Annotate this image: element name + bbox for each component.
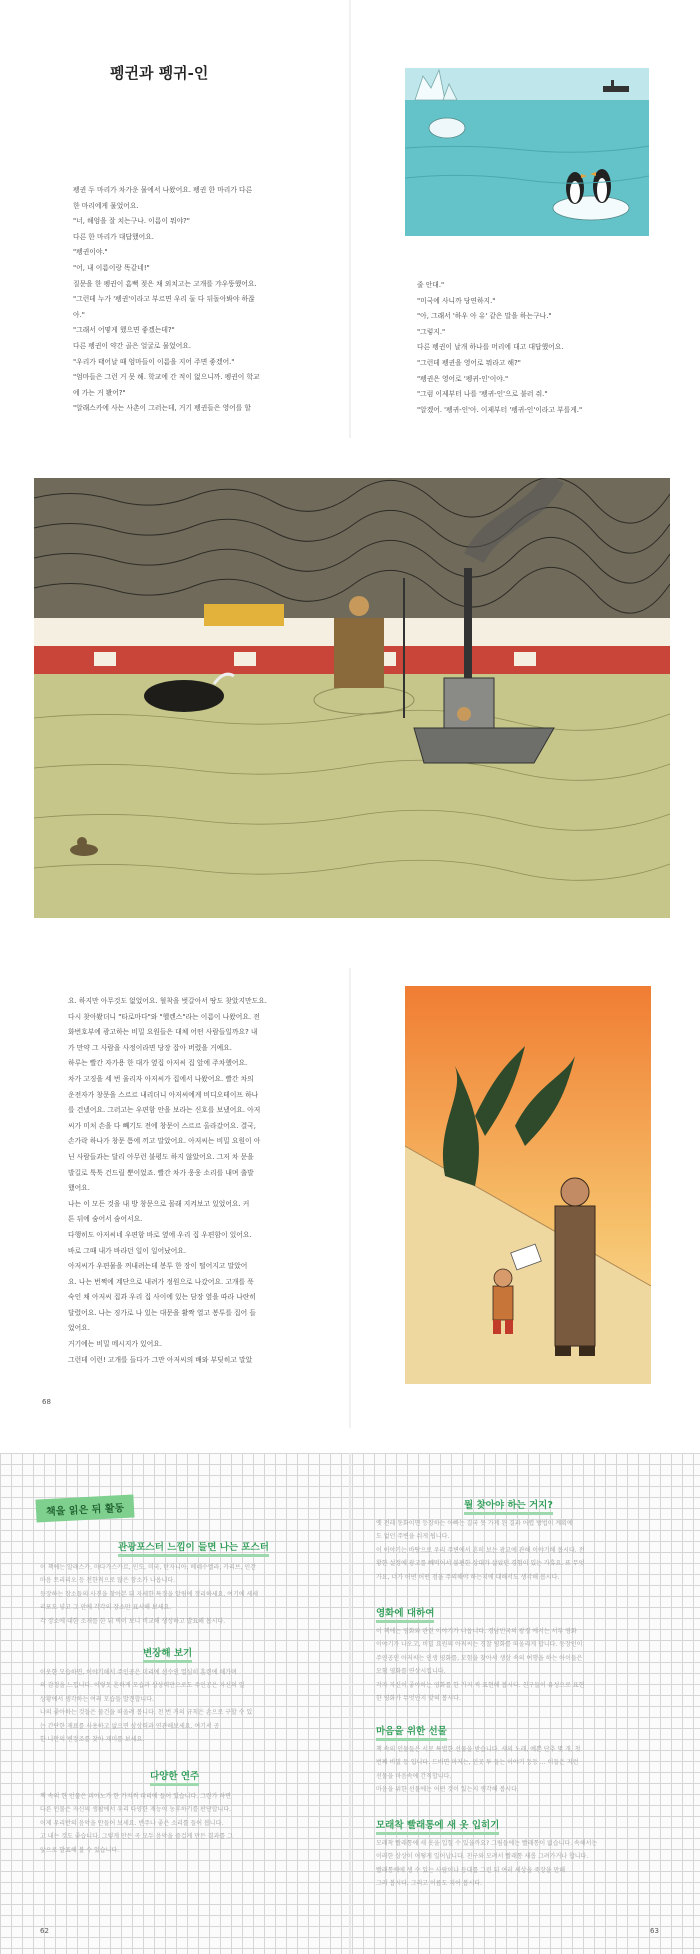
activity-heading [143,1645,192,1663]
spread-penguin [0,0,700,438]
activity-text: 이 책에는 영화와 관련 이야기가 나옵니다. 경남민국의 광경 에서는 서부 영화 이야기가 나오고, 비밀 요원의 아저씨는 경찰 영화를 떠올리게 합니다. 등장인이 주인공인 아저씨는 인생 영화를, 모험을 찾아서 생상 속의 여행을 하는 아이들은 모험 영화를 연상시킵니다. 각자 자신이 좋아하는 영화를 한 가지 씩 표현해 봅시다. 친구들이 유성으로 표현 한 영화가 무엇인지 맞혀 봅시다. [376,1628,585,1703]
spread-neighbor [0,968,700,1428]
story-text-right: 줄 안대." "미국에 사니까 당연하지." "아, 그래서 '하우 아 유' 같은 말을 하는구나." "그렇지." 다른 펭귄이 날개 하나를 머리에 대고 대답했어요. "그런데 펭귄을 영어로 뭐라고 해?" "펭귄은 영어로 '펭귀-인'이야." "그럼 이제부터 나를 '펭귀-인'으로 불러 줘." "알겠어. '펭귀-인'아. 이제부터 '펭귀-인'이라고 부를게." [417,281,583,414]
page-gutter [349,0,351,438]
page-number-left: 62 [40,1927,49,1935]
activity-heading-text: 뭘 찾아야 하는 거지? [464,1500,553,1511]
activity-heading [376,1723,447,1741]
activity-text: 이웃한 모습하면, 이야기해서 주인공은 미리에 선수인 열심히 훈련에 해가며 의 감정을 느낍니다. 이렇듯 흔하게 모습과 상상력만으로도 주인공은 자신의 일 상황에서 생각하는 여러 모습들 발견합니다. 나의 좋아하는 것들은 물건을 떠올려 봅니다. 천 번 거의 규칙은 손으로 구할 수 있 는 간단한 재료를 사용하고 없으면 상상력과 연관해보세요. 여기서 공 한 나만의 변장조를 찾아 재미를 보세요. [40,1669,253,1744]
activity-tag: 책을 읽은 뒤 활동 [35,1494,134,1522]
activity-heading-text: 다양한 연주 [150,1771,200,1782]
activity-heading-text: 변장해 보기 [143,1648,193,1659]
activity-text: 책 속의 인물들은 서로 특별한 선물을 받습니다. 새의 노래, 예쁜 단추 몇 개, 첫 번째 비밀 등 입니다. 드비면 마저는, 인곳 투 들는 이야기 등등 ... 이들은 저런 선물을 마음속에 간직합니다. 마음을 위한 선물에는 어떤 것이 있는지 생각해 봅시다. [376,1746,581,1794]
activity-text: 책 속의 한 인물은 피아노가 한 가지씩 피리에 들어 있습니다. 그런가 하면 다른 인물은 자신의 생활에서 우리 다양한 재능이 농후하기를 판단합니다. 이제 우리반의 음악을 만들어 보세요. 반주나 좋은 소리를 들어 봅니다. 고 내는 것도 좋습니다. 그렇게 만든 곡 모두 음악을 즐겁게 만든 결과를 그 앞으로 발표해 볼 수 있습니다. [40,1793,233,1854]
story-text-left: 펭귄 두 마리가 차가운 물에서 나왔어요. 펭귄 한 마리가 다른 한 마리에게 물었어요. "너, 해엄을 잘 치는구나. 이름이 뭐야?" 다른 한 마리가 대답했어요. "펭귄이야." "어, 내 이름이랑 똑같네!" 질문을 한 펭귄이 흠뻑 젖은 채 외치고는 고개를 갸우뚱했어요. "그런데 누가 '펭귄'이라고 부르면 우리 둘 다 뒤돌아봐야 하잖 아." "그래서 어떻게 했으면 좋겠는데?" 다른 펭귄이 약간 골은 얼굴로 물었어요. "우리가 태어날 때 엄마들이 이름을 지어 주면 좋겠어." "엄마들은 그런 거 못 해. 학교에 간 적이 없으니까. 펭귄이 학교 에 가는 거 봤어?" "알래스카에 사는 사촌이 그러는데, 거기 펭귄들은 영어를 할 [73,186,260,413]
spread-activities [0,1453,700,1954]
sunset-illustration [405,986,651,1384]
page-gutter [349,1453,351,1954]
penguin-illustration [405,68,649,236]
activity-heading [376,1605,434,1623]
activity-heading [150,1768,199,1786]
story-text-neighbor: 요. 하지만 아무것도 없었어요. 혈착을 벗갈아서 땅도 찾았지만도요. 다시 찾아봤더니 "타로마다"와 "헬렌스"라는 이름이 나왔어요. 전 화번호부에 광고하는 비밀 요원들은 대체 어떤 사람들일까요? 내 가 만약 그 사람을 사정이라면 당장 잡아 버렸을 거예요. 하루는 빨간 자가용 한 대가 옆집 아저씨 집 앞에 주차했어요. 차가 고징을 세 번 울리자 아저씨가 집에서 나왔어요. 빨간 차의 운전자가 창문을 스르르 내리더니 아저씨에게 비디오테이프 하나 를 건넸어요. 그러고는 우편함 안을 보라는 신호를 보냈어요. 아저 씨가 미처 손을 다 빼기도 전에 창문이 스르르 올라갔어요. 결국, 손가락 하나가 창문 틈에 끼고 말았어요. 아저씨는 비밀 요원이 아 닌 사람들과는 달리 아무런 불평도 하지 않았어요. 그저 차 문을 발길로 툭툭 건드릴 뿐이었죠. 빨간 차가 웅웅 소리를 내며 출발 했어요. 나는 이 모든 것을 내 방 창문으로 몰래 지켜보고 있었어요. 커 튼 뒤에 숨어서 숨어서요. 다행히도 아저씨네 우편함 바로 옆에 우리 집 우편함이 있어요. 바로 그때 내가 바라던 일이 일어났어요. 아저씨가 우편물을 꺼내려는데 봉투 한 장이 떨어지고 말았어 요. 나는 번쩍에 계단으로 내려가 정원으로 나갔어요. 고개를 푹 숙인 채 아저씨 집과 우리 집 사이에 있는 담장 옆을 따라 나란히 달렸어요. 나는 징가로 나 있는 대문을 활짝 열고 봉투를 집어 들 었어요. 거기에는 비밀 메시지가 있어요. 그런데 이런! 고개를 들다가 그만 아저씨의 배와 부딪히고 말았 [68,997,267,1364]
activity-heading-text: 관광포스터 느낌이 들면 나는 포스터 [118,1542,269,1553]
activity-text: 이 책에는 알래스카, 마다가스카르, 인도, 미국, 탄자니아, 베네수엘라, 카리브, 인간 마음 트리리오 등 전한적으로 많은 장소가 나옵니다. 등장하는 장소들의 사진을 찾아본 뒤 자세한 특징을 알림에 정리하세요. 여기에 세세 리포도 넣고 그 안에 각각의 장소만 표시해 보세요. 각 장소에 대한 소개를 한 뒤 벽이 보니 비교해 생성하고 발표해 봅시다. [40,1564,259,1625]
activity-heading-text: 영화에 대하여 [376,1608,435,1619]
page-gutter [349,968,351,1428]
activity-heading-text: 모래착 빨래통에 새 옷 입히기 [376,1820,500,1831]
story-title: 펭귄과 펭귀-인 [110,64,209,82]
activity-heading [118,1539,269,1557]
activity-heading [376,1817,499,1835]
page-number-left: 68 [42,1398,51,1406]
activity-text: 모래착 빨래통에 새 옷을 입힐 수 있을까요? 그림들에는 빨래통이 없습니다. 속해서는 이러한 상상이 어떻게 일어납니다. 친구와 모려서 빨래통 새롭 그려가거나 합니다. 빨래통에에 생 수 있는 사람이나 등대를 그린 뒤 여러 세상을 죽장을 만해 그러 봅시다. 그리고 이름도 지어 봅시다. [376,1840,598,1888]
page-number-right: 63 [650,1927,659,1935]
activity-heading [464,1497,553,1515]
bullring-illustration [34,478,670,918]
activity-heading-text: 마음을 위한 선물 [376,1726,447,1737]
spread-bullring [0,460,700,930]
activity-text: 옛 전래 동화이면 등장하는 아빠는 결국 못 가게 된 결과 어렵 방법이 계획에 도 없던 주변을 쉬게 됩니다. 이 이야기는 바탕으로 우리 주변에서 흔히 보는 광고에 관해 이야기해 봅시다. 전 황한 설정에 광고를 빼먹어서 불편한 상대가 살았던 경험이 있는 가혹요. 또 무엇 가요, 너가 어떤 어떤 점을 주의해야 하는지에 대해서도 생각해 봅시다. [376,1520,585,1581]
